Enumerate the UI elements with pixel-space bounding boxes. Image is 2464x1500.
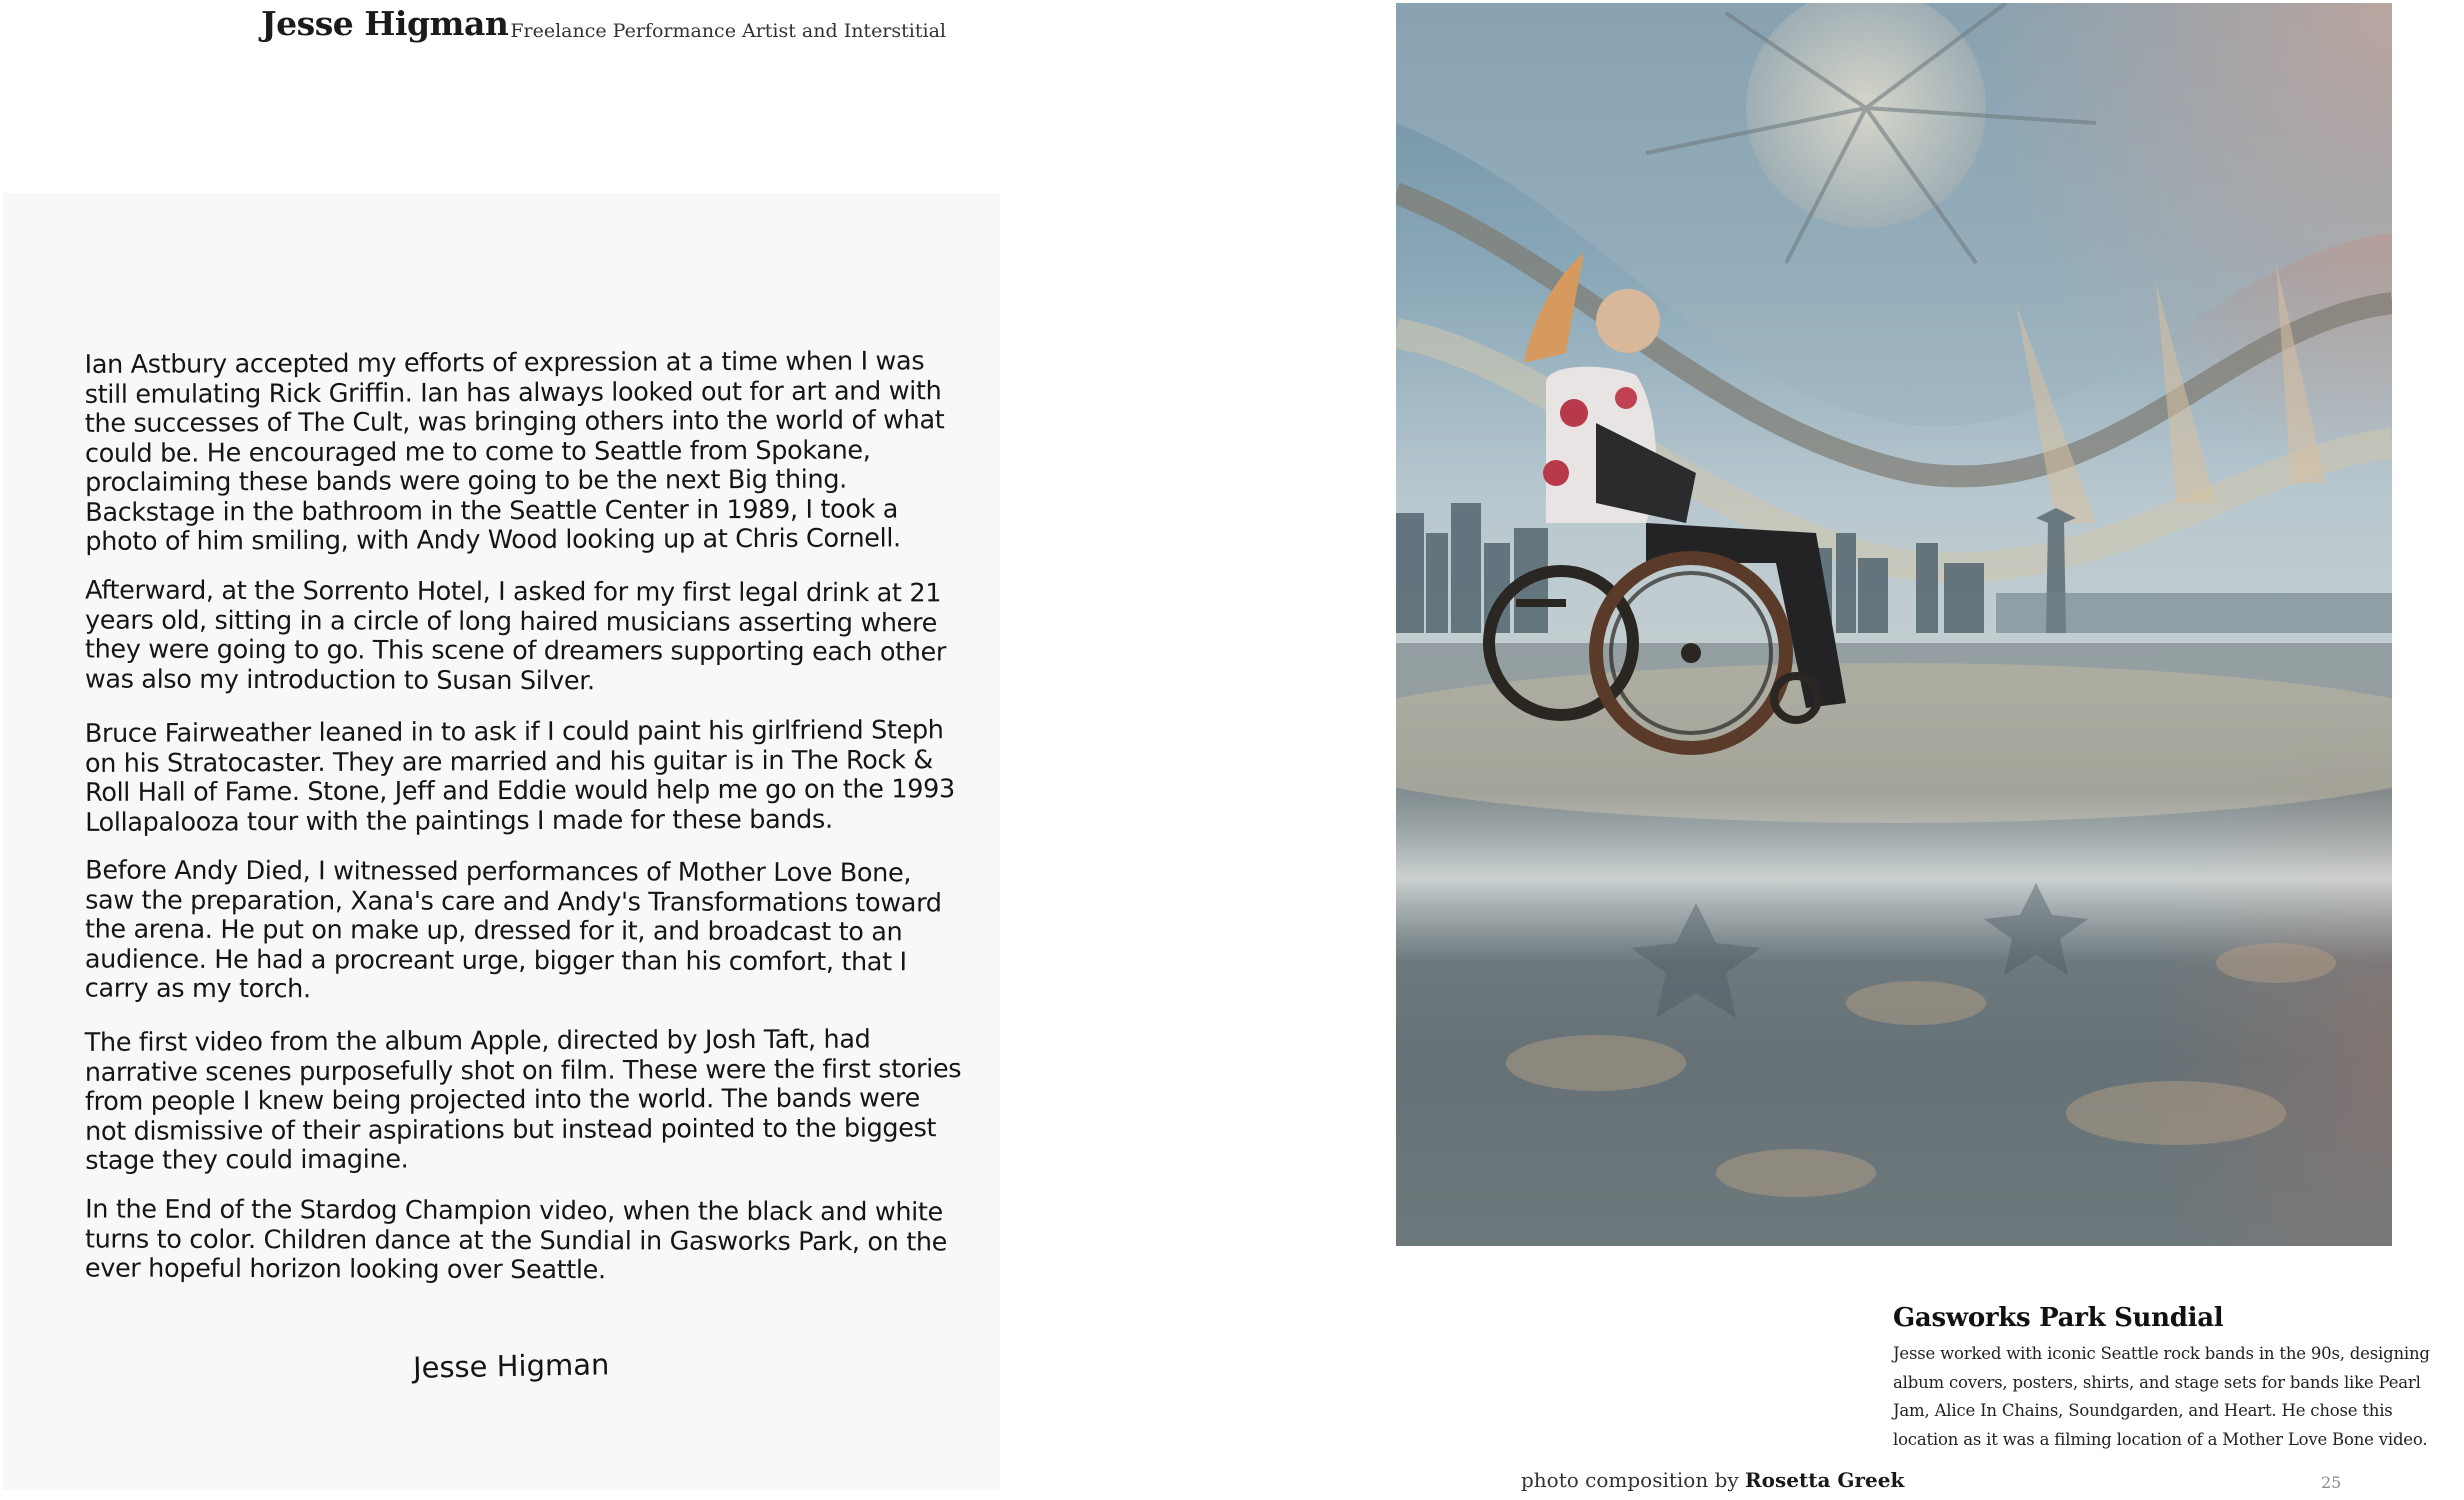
letter-paragraph: Bruce Fairweather leaned in to ask if I could paint his girlfriend Steph on his Stratocaster. They are married and his guitar is in The Rock & Roll Hall of Fame. Stone, Jeff and Eddie would help me go on the 1993 Lollapalooza tour with the paintings I made for these bands. — [84, 714, 955, 837]
photo-illustration — [1396, 3, 2392, 1246]
letter-paragraph: Ian Astbury accepted my efforts of expression at a time when I was still emulating Rick Griffin. Ian has always looked out for art and with the successes of The Cult, was bringing others into the world of what could be. He encouraged me to come to Seattle from Spokane, proclaiming these bands were going to be the next Big thing. Backstage in the bathroom in the Seattle Center in 1989, I took a photo of him smiling, with Andy Wood looking up at Chris Cornell. — [84, 346, 945, 557]
author-name: Jesse Higman — [261, 4, 509, 43]
letter-body — [84, 346, 965, 1307]
page-number: 25 — [2321, 1473, 2342, 1492]
letter-paragraph: The first video from the album Apple, directed by Josh Taft, had narrative scenes purposefully shot on film. These were the first stories from people I knew being projected into the world. The bands were not dismissive of their aspirations but instead pointed to the biggest stage they could imagine. — [84, 1024, 962, 1176]
letter-paragraph: In the End of the Stardog Champion video, when the black and white turns to color. Children dance at the Sundial in Gasworks Park, on the ever hopeful horizon looking over Seattle. — [84, 1193, 948, 1285]
credit-name: Rosetta Greek — [1745, 1468, 1905, 1492]
credit-prefix: photo composition by — [1521, 1468, 1739, 1492]
letter-signature: Jesse Higman — [412, 1347, 610, 1385]
letter-paragraph: Afterward, at the Sorrento Hotel, I asked for my first legal drink at 21 years old, sitting in a circle of long haired musicians asserting where they were going to go. This scene of dreamers supporting each other was also my introduction to Susan Silver. — [84, 574, 947, 696]
handwritten-letter-panel — [3, 193, 1000, 1490]
caption-body: Jesse worked with iconic Seattle rock bands in the 90s, designing album covers, posters, shirts, and stage sets for bands like Pearl Jam, Alice In Chains, Soundgarden, and Heart. He chose this location as it was a filming location of a Mother Love Bone video. — [1893, 1344, 2430, 1449]
photo-caption — [1893, 1302, 2461, 1454]
author-role: Freelance Performance Artist and Interstitial — [510, 20, 946, 42]
sundial-photo — [1396, 3, 2392, 1246]
article-header — [261, 0, 946, 44]
caption-title: Gasworks Park Sundial — [1893, 1303, 2224, 1333]
letter-paragraph: Before Andy Died, I witnessed performances of Mother Love Bone, saw the preparation, Xana's care and Andy's Transformations toward the arena. He put on make up, dressed for it, and broadcast to an audience. He had a procreant urge, bigger than his comfort, that I carry as my torch. — [84, 854, 942, 1004]
photo-credit — [1521, 1468, 1904, 1492]
